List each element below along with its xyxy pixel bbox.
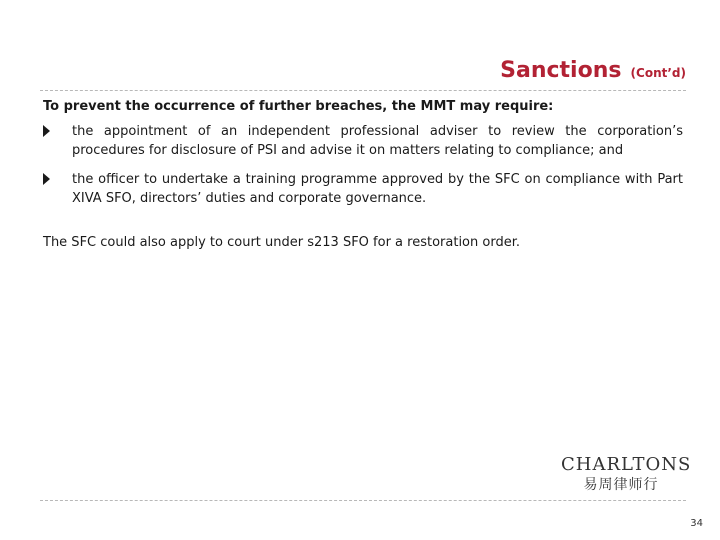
top-divider xyxy=(40,90,686,91)
title-main: Sanctions xyxy=(500,58,622,83)
bullet-text: the appointment of an independent professional adviser to review the corporation’s procedures for disclosure of PSI and advise it on matters relating to compliance; and xyxy=(72,124,683,158)
bullet-item xyxy=(43,170,683,208)
slide-title xyxy=(500,58,686,83)
right-triangle-bullet-icon xyxy=(43,125,50,137)
logo-name: CHARLTONS xyxy=(561,454,692,475)
bottom-divider xyxy=(40,500,686,501)
bullet-item xyxy=(43,122,683,160)
bullet-text: the officer to undertake a training programme approved by the SFC on compliance with Part XIVA SFO, directors’ duties and corporate governance. xyxy=(72,172,683,206)
right-triangle-bullet-icon xyxy=(43,173,50,185)
closing-text: The SFC could also apply to court under s213 SFO for a restoration order. xyxy=(43,235,520,250)
charltons-logo xyxy=(561,454,692,494)
page-number: 34 xyxy=(690,518,703,529)
title-suffix: (Cont’d) xyxy=(630,66,686,80)
logo-chinese-name: 易周律师行 xyxy=(583,477,659,493)
intro-text: To prevent the occurrence of further breaches, the MMT may require: xyxy=(43,99,554,114)
